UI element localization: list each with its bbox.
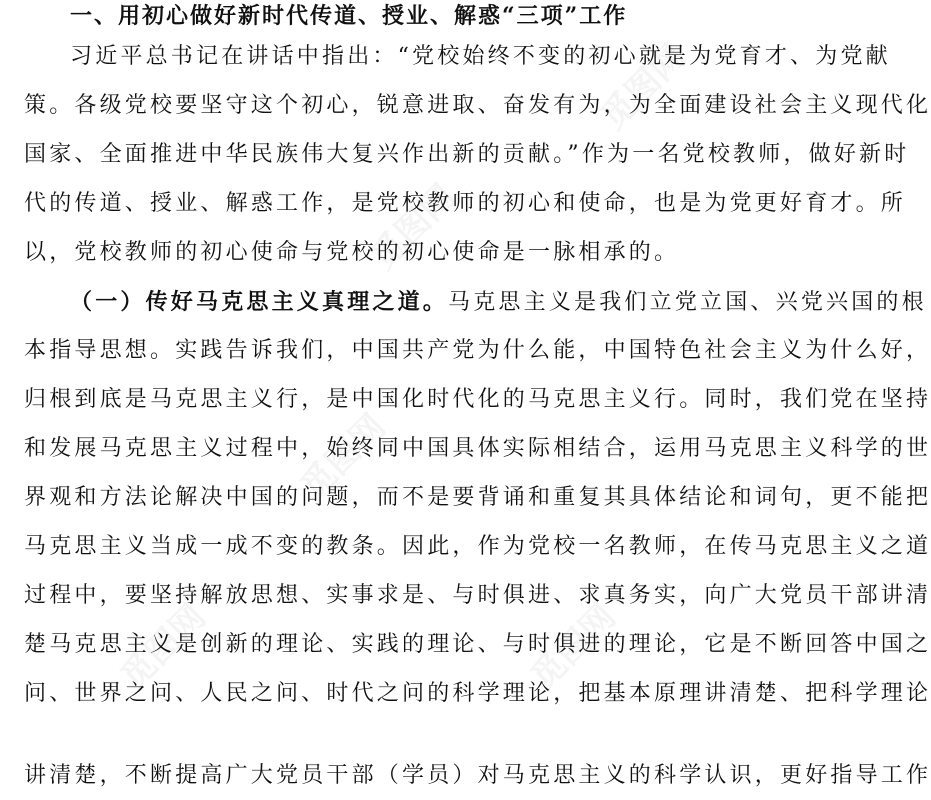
paragraph1-line: 策。各级党校要坚守这个初心，锐意进取、奋发有为，为全面建设社会主义现代化 <box>24 93 931 118</box>
subsection-heading: （一）传好马克思主义真理之道。 <box>70 289 449 315</box>
paragraph2-line: 马克思主义当成一成不变的教条。因此，作为党校一名教师，在传马克思主义之道 <box>24 534 931 559</box>
watermark-3: 觅图网 <box>293 406 394 508</box>
watermark-5: 觅图网 <box>113 596 214 698</box>
paragraph2-line: 和发展马克思主义过程中，始终同中国具体实际相结合，运用马克思主义科学的世 <box>24 436 931 461</box>
watermark-2: 觅图网 <box>593 36 694 138</box>
paragraph2-first-line <box>70 287 927 317</box>
paragraph3-line: 讲清楚，不断提高广大党员干部（学员）对马克思主义的科学认识，更好指导工作 <box>24 763 931 788</box>
paragraph2-lead-text: 马克思主义是我们立党立国、兴党兴国的根 <box>448 290 927 315</box>
paragraph2-line: 楚马克思主义是创新的理论、实践的理论、与时俱进的理论，它是不断回答中国之 <box>24 632 931 657</box>
paragraph1-line: 国家、全面推进中华民族伟大复兴作出新的贡献。”作为一名党校教师，做好新时 <box>24 142 910 167</box>
paragraph1-line: 以，党校教师的初心使命与党校的初心使命是一脉相承的。 <box>24 240 680 265</box>
paragraph2-line: 过程中，要坚持解放思想、实事求是、与时俱进、求真务实，向广大党员干部讲清 <box>24 583 931 608</box>
paragraph1-line: 习近平总书记在讲话中指出：“党校始终不变的初心就是为党育才、为党献 <box>70 44 891 69</box>
paragraph2-line: 界观和方法论解决中国的问题，而不是要背诵和重复其具体结论和词句，更不能把 <box>24 485 931 510</box>
watermark-1: 觅图网 <box>363 176 464 278</box>
paragraph2-line: 本指导思想。实践告诉我们，中国共产党为什么能，中国特色社会主义为什么好， <box>24 338 931 363</box>
paragraph1-line: 代的传道、授业、解惑工作，是党校教师的初心和使命，也是为党更好育才。所 <box>24 191 907 216</box>
paragraph2-line: 问、世界之问、人民之问、时代之问的科学理论，把基本原理讲清楚、把科学理论 <box>24 681 931 706</box>
paragraph2-line: 归根到底是马克思主义行，是中国化时代化的马克思主义行。同时，我们党在坚持 <box>24 387 931 412</box>
watermark-4: 觅图网 <box>523 596 624 698</box>
section-heading: 一、用初心做好新时代传道、授业、解惑“三项”工作 <box>70 3 628 29</box>
